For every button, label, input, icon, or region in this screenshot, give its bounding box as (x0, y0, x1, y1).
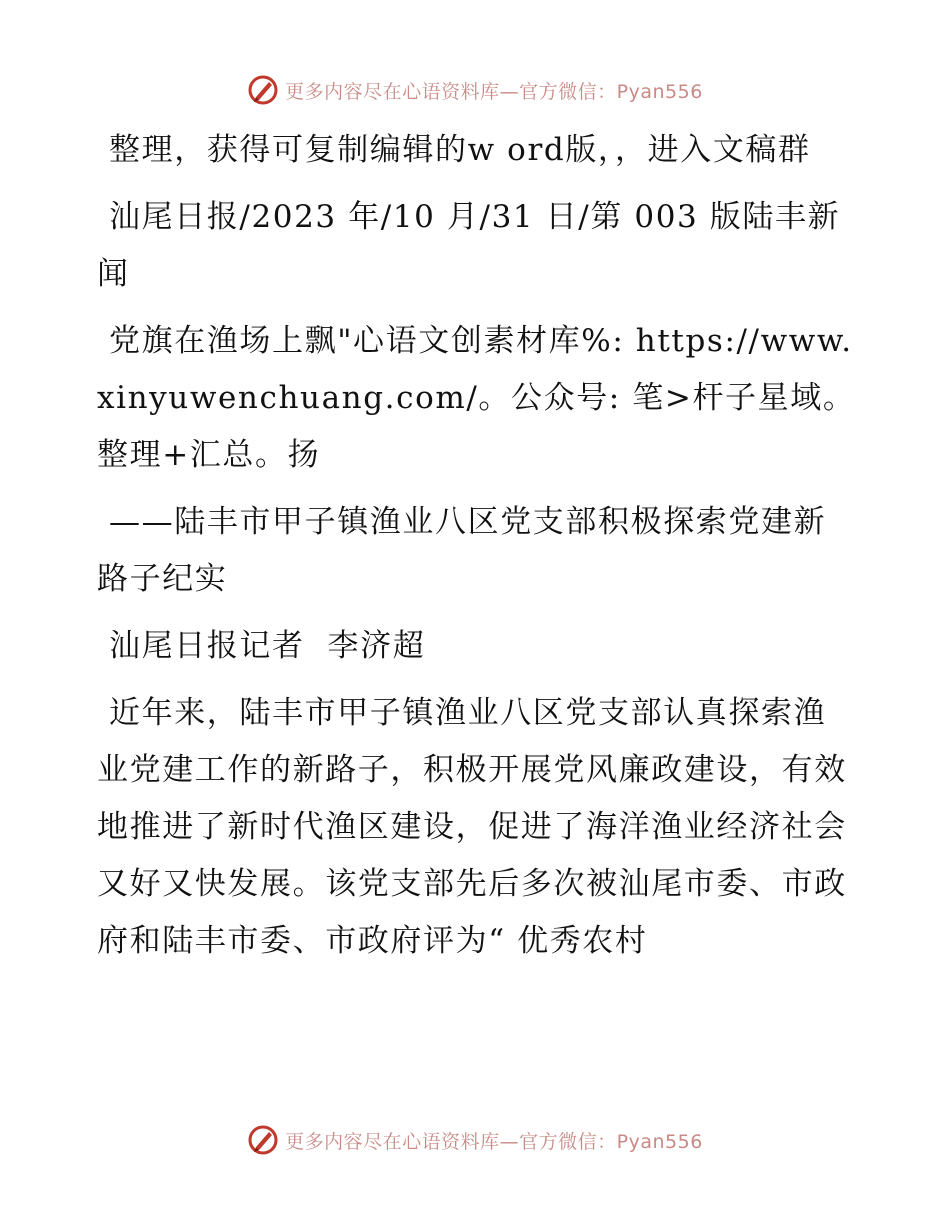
banner-text: 更多内容尽在心语资料库—官方微信：Pyan556 (285, 80, 703, 103)
footer-banner (0, 1120, 950, 1160)
paragraph-3: 党旗在渔场上飘"心语文创素材库%: https://www.xinyuwenchuang.com/。公众号: 笔>杆子星域。整理+汇总。扬 (97, 323, 856, 473)
paragraph-6: 近年来，陆丰市甲子镇渔业八区党支部认真探索渔业党建工作的新路子，积极开展党风廉政建设，有效地推进了新时代渔区建设，促进了海洋渔业经济社会又好又快发展。该党支部先后多次被汕尾市委、市政府和陆丰市委、市政府评为“ 优秀农村 (97, 695, 847, 959)
pen-logo-icon (247, 74, 279, 106)
document-body (97, 122, 857, 980)
paragraph-4: ——陆丰市甲子镇渔业八区党支部积极探索党建新路子纪实 (97, 504, 827, 597)
paragraph-1: 整理，获得可复制编辑的w ord版，，进入文稿群 (109, 132, 811, 168)
header-banner (0, 70, 950, 110)
paragraph-5: 汕尾日报记者 李济超 (109, 628, 426, 664)
banner-text: 更多内容尽在心语资料库—官方微信：Pyan556 (285, 1130, 703, 1153)
paragraph-2: 汕尾日报/2023 年/10 月/31 日/第 003 版陆丰新闻 (97, 199, 841, 292)
pen-logo-icon (247, 1124, 279, 1156)
